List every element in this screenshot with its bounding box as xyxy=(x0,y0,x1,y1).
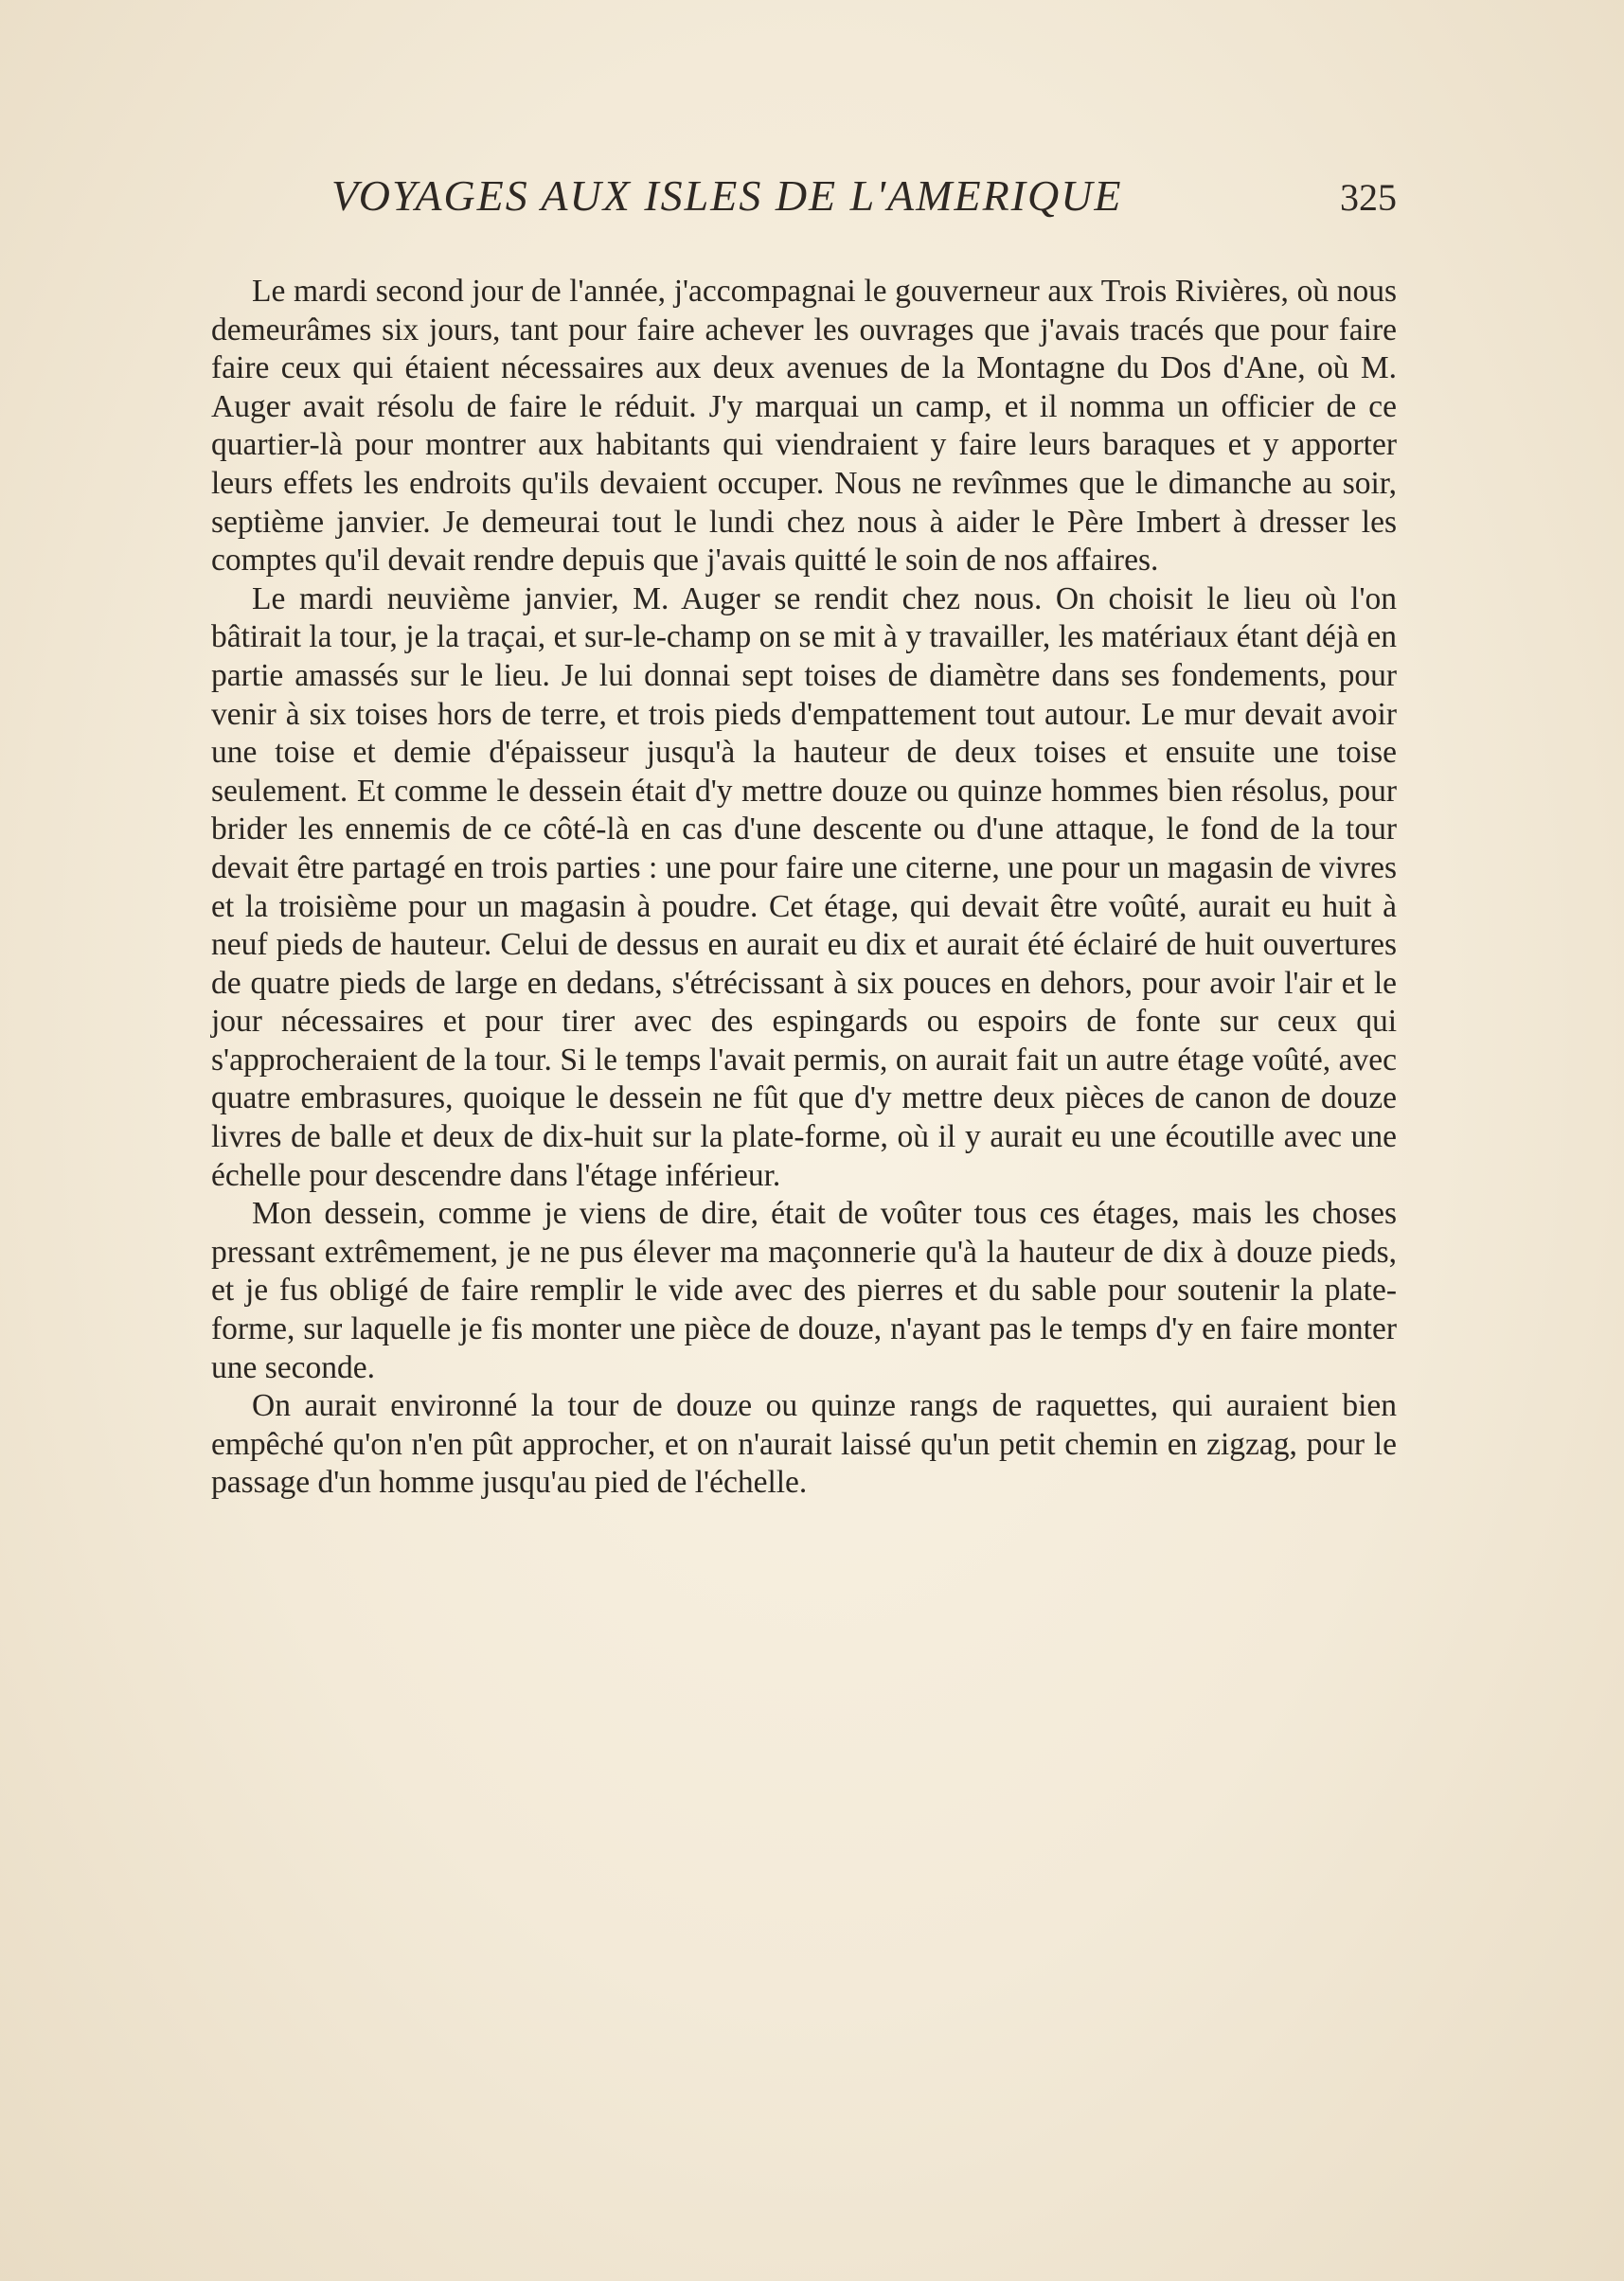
page-number: 325 xyxy=(1340,176,1397,219)
body-text xyxy=(211,273,1397,1503)
paragraph-3: Mon dessein, comme je viens de dire, était de voûter tous ces étages, mais les choses pressant extrêmement, je ne pus élever ma maçonnerie qu'à la hauteur de dix à douze pieds, et je fus obligé de faire remplir le vide avec des pierres et du sable pour soutenir la plate-forme, sur laquelle je fis monter une pièce de douze, n'ayant pas le temps d'y en faire monter une seconde. xyxy=(211,1196,1397,1385)
running-head xyxy=(211,170,1397,237)
running-title: VOYAGES AUX ISLES DE L'AMERIQUE xyxy=(331,171,1123,220)
paragraph-1: Le mardi second jour de l'année, j'accompagnai le gouverneur aux Trois Rivières, où nous demeurâmes six jours, tant pour faire achever les ouvrages que j'avais tracés que pour faire faire ceux qui étaient nécessaires aux deux avenues de la Montagne du Dos d'Ane, où M. Auger avait résolu de faire le réduit. J'y marquai un camp, et il nomma un officier de ce quartier-là pour montrer aux habitants qui viendraient y faire leurs baraques et y apporter leurs effets les endroits qu'ils devaient occuper. Nous ne revînmes que le dimanche au soir, septième janvier. Je demeurai tout le lundi chez nous à aider le Père Imbert à dresser les comptes qu'il devait rendre depuis que j'avais quitté le soin de nos affaires. xyxy=(211,274,1397,579)
paragraph-4: On aurait environné la tour de douze ou quinze rangs de raquettes, qui auraient bien empêché qu'on n'en pût approcher, et on n'aurait laissé qu'un petit chemin en zigzag, pour le passage d'un homme jusqu'au pied de l'échelle. xyxy=(211,1388,1397,1501)
paragraph-2: Le mardi neuvième janvier, M. Auger se rendit chez nous. On choisit le lieu où l'on bâtirait la tour, je la traçai, et sur-le-champ on se mit à y travailler, les matériaux étant déjà en partie amassés sur le lieu. Je lui donnai sept toises de diamètre dans ses fondements, pour venir à six toises hors de terre, et trois pieds d'empattement tout autour. Le mur devait avoir une toise et demie d'épaisseur jusqu'à la hauteur de deux toises et ensuite une toise seulement. Et comme le dessein était d'y mettre douze ou quinze hommes bien résolus, pour brider les ennemis de ce côté-là en cas d'une descente ou d'une attaque, le fond de la tour devait être partagé en trois parties : une pour faire une citerne, une pour un magasin de vivres et la troisième pour un magasin à poudre. Cet étage, qui devait être voûté, aurait eu huit à neuf pieds de hauteur. Celui de dessus en aurait eu dix et aurait été éclairé de huit ouvertures de quatre pieds de large en dedans, s'étrécissant à six pouces en dehors, pour avoir l'air et le jour nécessaires et pour tirer avec des espingards ou espoirs de fonte sur ceux qui s'approcheraient de la tour. Si le temps l'avait permis, on aurait fait un autre étage voûté, avec quatre embrasures, quoique le dessein ne fût que d'y mettre deux pièces de canon de douze livres de balle et deux de dix-huit sur la plate-forme, où il y aurait eu une écoutille avec une échelle pour descendre dans l'étage inférieur. xyxy=(211,580,1397,1193)
